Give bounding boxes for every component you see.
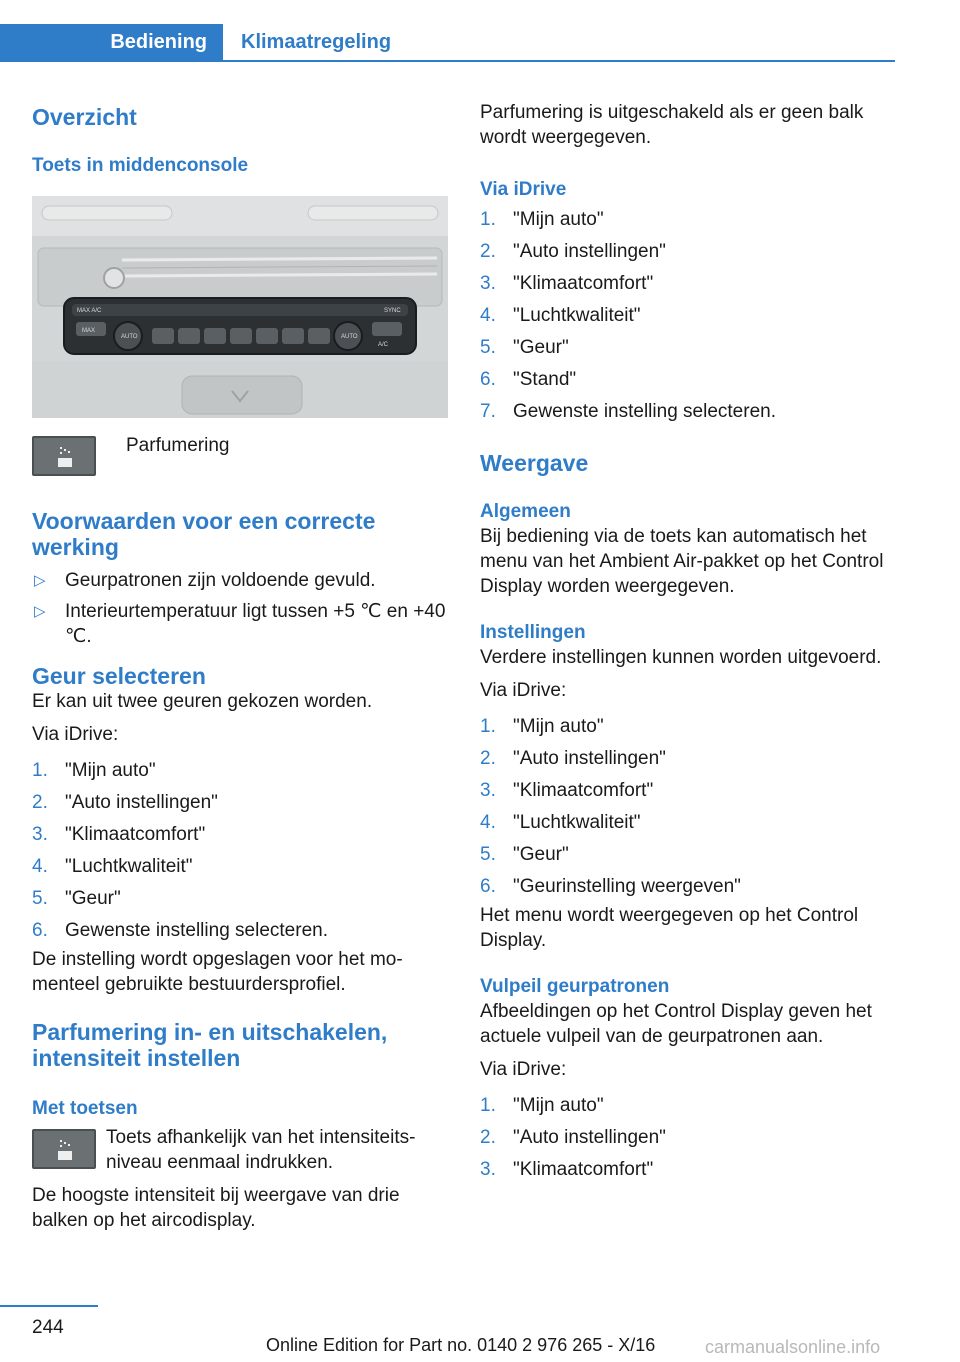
- instellingen-text: Verdere instellingen kunnen worden uitgevoerd.: [480, 647, 882, 668]
- center-console-illustration: [32, 196, 448, 418]
- list-item: 3. "Klimaatcomfort": [480, 1159, 654, 1180]
- uitgeschakeld-text: Parfumering is uitgeschakeld als er geen balk wordt weergegeven.: [480, 102, 864, 148]
- right-column: [480, 100, 896, 1186]
- fragrance-button-icon: [32, 436, 96, 476]
- list-item: 5. "Geur": [32, 888, 121, 909]
- heading-weergave: Weergave: [480, 450, 589, 476]
- list-item: 2. "Auto instellingen": [32, 792, 218, 813]
- btn-text-sync: SYNC: [384, 308, 401, 314]
- heading-vulpeil: Vulpeil geurpatronen: [480, 976, 670, 997]
- heading-voorwaarden: Voorwaarden voor een correcte werking: [32, 508, 376, 560]
- list-item: 6. Gewenste instelling selecteren.: [32, 920, 328, 941]
- heading-geur-selecteren: Geur selecteren: [32, 663, 206, 689]
- via-idrive-label: Via iDrive:: [32, 724, 119, 745]
- list-item: 6. "Stand": [480, 369, 577, 390]
- list-item: 7. Gewenste instelling selecteren.: [480, 401, 776, 422]
- hoogste-intensiteit-text: De hoogste intensiteit bij weergave van drie balken op het aircodisplay.: [32, 1185, 400, 1231]
- algemeen-text: Bij bediening via de toets kan automatisch het menu van het Ambient Air-pakket op het Control Display worden weergegeven.: [480, 526, 884, 597]
- list-item: 3. "Klimaatcomfort": [32, 824, 206, 845]
- heading-algemeen: Algemeen: [480, 501, 571, 522]
- menu-weergegeven-text: Het menu wordt weergegeven op het Control Display.: [480, 905, 859, 951]
- geur-steps: [32, 755, 448, 947]
- via-idrive-label: Via iDrive:: [480, 680, 567, 701]
- voorwaarden-list: [32, 568, 448, 649]
- btn-text-auto-left: AUTO: [121, 334, 138, 340]
- heading-toets-middenconsole: Toets in middenconsole: [32, 155, 249, 176]
- triangle-bullet-icon: ▷: [34, 572, 46, 589]
- geurinstelling-steps: [480, 711, 896, 903]
- heading-instellingen: Instellingen: [480, 622, 586, 643]
- tab-klimaatregeling[interactable]: Klimaatregeling: [241, 31, 392, 53]
- page-number: 244: [32, 1317, 64, 1338]
- stand-steps: [480, 204, 896, 428]
- watermark: carmanualsonline.info: [705, 1337, 881, 1357]
- list-item: 5. "Geur": [480, 337, 569, 358]
- list-item: 6. "Geurinstelling weergeven": [480, 876, 741, 897]
- parfumering-label: Parfumering: [126, 435, 230, 456]
- list-item: 1. "Mijn auto": [480, 209, 604, 230]
- toets-legend: [32, 1125, 448, 1175]
- list-item: 1. "Mijn auto": [480, 716, 604, 737]
- fragrance-button-icon: [32, 1129, 96, 1169]
- btn-text-ac: A/C: [378, 342, 389, 348]
- footer-rule: [0, 1305, 98, 1307]
- btn-text-max: MAX: [82, 328, 96, 334]
- geur-intro: Er kan uit twee geuren gekozen worden.: [32, 691, 373, 712]
- heading-parfumering-schakelen: Parfumering in- en uitschakelen, intensiteit instellen: [32, 1019, 388, 1071]
- edition-note: Online Edition for Part no. 0140 2 976 265 - X/16: [266, 1335, 656, 1355]
- list-item: 2. "Auto instellingen": [480, 1127, 666, 1148]
- chapter-header: [0, 24, 895, 62]
- center-console-photo: [32, 196, 448, 418]
- list-item: 1. "Mijn auto": [480, 1095, 604, 1116]
- list-item: ▷ Interieurtemperatuur ligt tussen +5 ℃ en +40 ℃.: [34, 601, 446, 647]
- heading-via-idrive: Via iDrive: [480, 179, 567, 200]
- left-column: [32, 100, 448, 1233]
- vulpeil-text: Afbeeldingen op het Control Display geven het actuele vulpeil van de geurpatronen aan.: [480, 1001, 872, 1047]
- tab-bediening[interactable]: Bediening: [0, 24, 223, 61]
- vulpeil-steps: [480, 1090, 896, 1186]
- list-item: 1. "Mijn auto": [32, 760, 156, 781]
- opgeslagen-text: De instelling wordt opgeslagen voor het momenteel gebruikte bestuurdersprofiel.: [32, 949, 403, 995]
- triangle-bullet-icon: ▷: [34, 603, 46, 620]
- toets-instruction: Toets afhankelijk van het intensiteitsniveau eenmaal indrukken.: [106, 1127, 416, 1173]
- header-rule: [0, 60, 895, 62]
- list-item: 5. "Geur": [480, 844, 569, 865]
- list-item: 4. "Luchtkwaliteit": [32, 856, 193, 877]
- list-item: 2. "Auto instellingen": [480, 241, 666, 262]
- list-item: 4. "Luchtkwaliteit": [480, 305, 641, 326]
- list-item: 4. "Luchtkwaliteit": [480, 812, 641, 833]
- btn-text-max-ac: MAX A/C: [77, 308, 102, 314]
- via-idrive-label: Via iDrive:: [480, 1059, 567, 1080]
- list-item: 2. "Auto instellingen": [480, 748, 666, 769]
- heading-overzicht: Overzicht: [32, 104, 137, 130]
- list-item: 3. "Klimaatcomfort": [480, 273, 654, 294]
- parfumering-legend: [32, 436, 448, 476]
- list-item: 3. "Klimaatcomfort": [480, 780, 654, 801]
- btn-text-auto-right: AUTO: [341, 334, 358, 340]
- heading-met-toetsen: Met toetsen: [32, 1098, 138, 1119]
- list-item: ▷ Geurpatronen zijn voldoende gevuld.: [34, 570, 376, 591]
